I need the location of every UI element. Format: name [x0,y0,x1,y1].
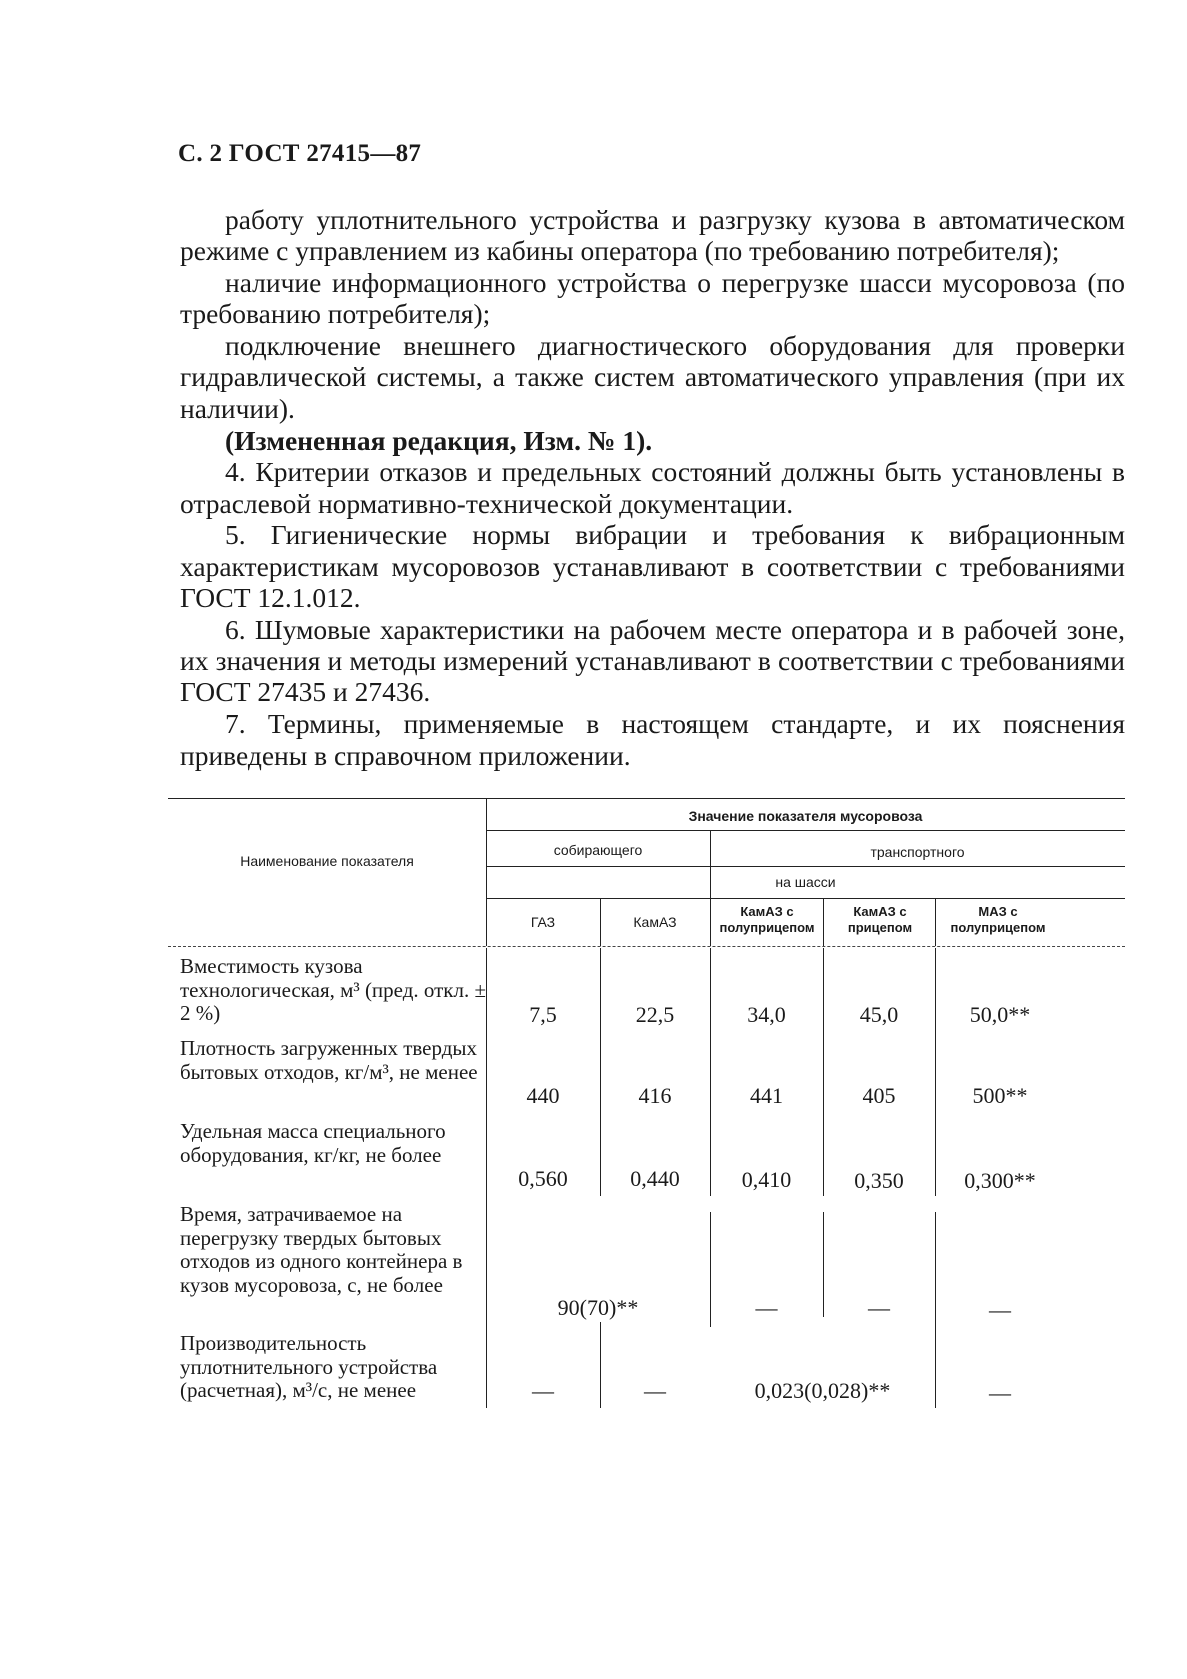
cell-value: 405 [862,1083,896,1108]
row-name: Производительность уплотнительного устройства (расчетная), м³/с, не менее [180,1331,438,1402]
chassis-header: на шасси [775,874,836,890]
cell-value: 7,5 [529,1002,557,1027]
cell-value: 0,410 [741,1167,792,1192]
col-divider [823,948,824,1196]
cell-value: 45,0 [859,1002,899,1027]
col-header-maz-semitrailer: МАЗ с полуприцепом [950,904,1046,935]
cell-value: — [868,1295,890,1320]
cell-value: 0,300** [964,1168,1036,1193]
paragraph: подключение внешнего диагностического оборудования для проверки гидравлической системы, а также систем автоматического управления (при их наличии). [180,330,1125,424]
col-header-kamaz-trailer: КамАЗ с прицепом [847,904,913,935]
row-name: Плотность загруженных твердых бытовых отходов, кг/м³, не менее [180,1036,478,1084]
row-name: Вместимость кузова технологическая, м³ (пред. откл. ± 2 %) [180,954,487,1025]
amendment-note: (Измененная редакция, Изм. № 1). [225,424,653,456]
cell-value: — [755,1295,778,1320]
rule [486,898,1125,899]
name-column-header: Наименование показателя [240,853,414,869]
cell-value: 22,5 [635,1002,675,1027]
cell-value: 441 [750,1083,783,1108]
cell-value: 50,0** [969,1002,1031,1027]
col-divider [600,948,601,1196]
row-name: Удельная масса специального оборудования, кг/кг, не более [180,1119,446,1167]
clause-6: 6. Шумовые характеристики на рабочем месте оператора и в рабочей зоне, их значения и методы измерений устанавливают в соответствии с требованиями ГОСТ 27435 и 27436. [180,613,1125,708]
cell-value: 90(70)** [557,1295,639,1320]
cell-value: 0,560 [518,1166,568,1191]
paragraph: наличие информационного устройства о перегрузке шасси мусоровоза (по требованию потребителя); [180,267,1125,330]
header-bottom-rule [168,946,1125,947]
cell-value: 500** [972,1083,1028,1108]
page-header: С. 2 ГОСТ 27415—87 [178,140,422,167]
rule [486,866,1125,867]
cell-value: — [532,1378,554,1403]
group-collecting: собирающего [553,842,643,858]
col-divider [935,898,936,946]
cell-value: 0,440 [630,1166,680,1191]
clause-4: 4. Критерии отказов и предельных состояний должны быть установлены в отраслевой нормативно-технической документации. [180,456,1125,519]
row-name: Время, затрачиваемое на перегрузку твердых бытовых отходов из одного контейнера в кузов мусоровоза, с, не более [180,1202,463,1297]
paragraph: работу уплотнительного устройства и разгрузку кузова в автоматическом режиме с управлением из кабины оператора (по требованию потребителя); [180,204,1125,267]
clause-7: 7. Термины, применяемые в настоящем стандарте, и их пояснения приведены в справочном приложении. [180,708,1125,771]
cell-value: 440 [526,1083,560,1108]
table-top-rule [168,798,1125,799]
col-divider [935,948,936,1196]
cell-value: 34,0 [747,1002,786,1027]
clause-5: 5. Гигиенические нормы вибрации и требования к вибрационным характеристикам мусоровозов устанавливают в соответствии с требованиями ГОСТ 12.1.012. [180,519,1125,614]
col-divider [710,948,711,1196]
cell-value: — [989,1297,1011,1322]
cell-value: 0,350 [854,1168,904,1193]
cell-value: — [644,1378,666,1403]
values-header: Значение показателя мусоровоза [688,808,923,824]
body-text [180,204,1125,771]
rule [486,830,1125,831]
col-divider [823,898,824,946]
col-header-kamaz-semitrailer: КамАЗ с полуприцепом [719,904,815,935]
col-header-gaz: ГАЗ [530,914,556,930]
cell-value: — [989,1380,1011,1405]
cell-value: 0,023(0,028)** [754,1378,891,1403]
group-transport: транспортного [870,844,965,860]
col-header-kamaz: КамАЗ [633,914,677,930]
cell-value: 416 [638,1083,672,1108]
